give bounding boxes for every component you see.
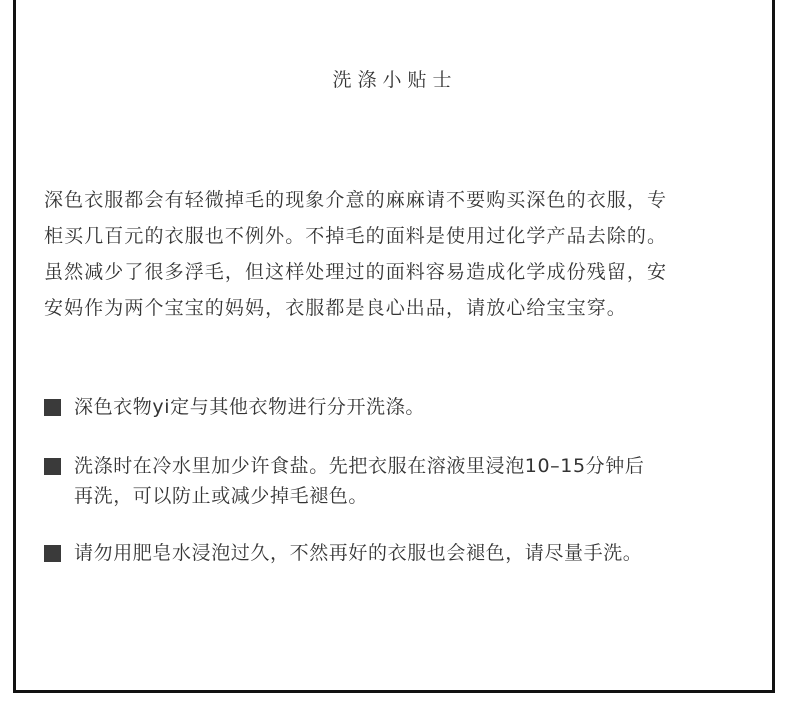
tip-item xyxy=(44,392,756,422)
intro-line: 深色衣服都会有轻微掉毛的现象介意的麻麻请不要购买深色的衣服，专 xyxy=(44,189,668,211)
page-title: 洗涤小贴士 xyxy=(332,69,458,91)
intro-paragraph xyxy=(44,182,756,326)
content-frame xyxy=(13,0,775,693)
intro-line: 安妈作为两个宝宝的妈妈，衣服都是良心出品，请放心给宝宝穿。 xyxy=(44,297,627,319)
square-bullet-icon xyxy=(44,458,61,475)
tip-text xyxy=(74,451,756,511)
tip-line: 再洗，可以防止或减少掉毛褪色。 xyxy=(74,485,369,507)
tip-item xyxy=(44,538,756,568)
tip-item xyxy=(44,451,756,511)
tip-text xyxy=(74,538,756,568)
intro-line: 虽然减少了很多浮毛，但这样处理过的面料容易造成化学成份残留，安 xyxy=(44,261,668,283)
tip-text xyxy=(74,392,756,422)
tip-line: 洗涤时在冷水里加少许食盐。先把衣服在溶液里浸泡10–15分钟后 xyxy=(74,455,645,477)
tip-line: 请勿用肥皂水浸泡过久，不然再好的衣服也会褪色，请尽量手洗。 xyxy=(74,542,643,564)
square-bullet-icon xyxy=(44,545,61,562)
intro-line: 柜买几百元的衣服也不例外。不掉毛的面料是使用过化学产品去除的。 xyxy=(44,225,668,247)
square-bullet-icon xyxy=(44,399,61,416)
tip-line: 深色衣物yi定与其他衣物进行分开洗涤。 xyxy=(74,396,425,418)
